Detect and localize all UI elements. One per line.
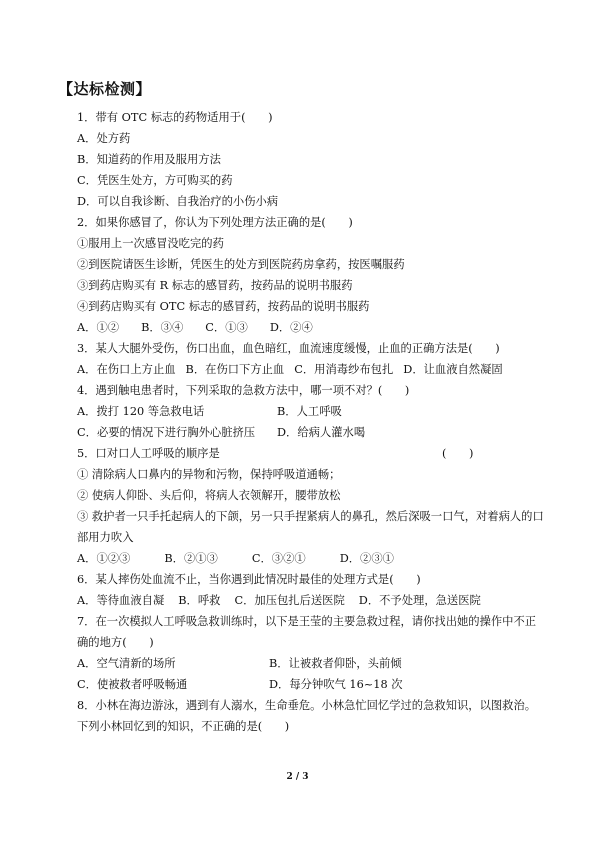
q3-option-c: C．用消毒纱布包扎 [294,363,394,376]
q2-options [77,317,547,338]
q2-item-4: ④到药店购买有 OTC 标志的感冒药，按药品的说明书服药 [77,300,370,313]
question-1-stem: 1．带有 OTC 标志的药物适用于( ) [77,111,273,124]
q3-option-d: D．让血液自然凝固 [403,363,503,376]
q1-option-d: D．可以自我诊断、自我治疗的小伤小病 [77,195,279,208]
q6-options [77,590,547,611]
q7-option-b: B．让被救者仰卧，头前倾 [269,657,402,670]
q4-options-row-2 [77,422,547,443]
q2-item-2: ②到医院请医生诊断，凭医生的处方到医院药房拿药，按医嘱服药 [77,258,405,271]
q1-option-c: C．凭医生处方，方可购买的药 [77,174,233,187]
question-6-stem: 6．某人摔伤处血流不止，当你遇到此情况时最佳的处理方式是( ) [77,573,421,586]
q2-item-3: ③到药店购买有 R 标志的感冒药，按药品的说明书服药 [77,279,353,292]
question-4-stem: 4．遇到触电患者时，下列采取的急救方法中，哪一项不对？( ) [77,384,410,397]
q5-item-1: ① 清除病人口鼻内的异物和污物，保持呼吸道通畅； [77,468,341,481]
q6-option-d: D．不予处理，急送医院 [358,594,481,607]
q2-option-d: D．②④ [269,321,313,334]
q6-option-b: B．呼救 [178,594,221,607]
q5-option-c: C．③②① [251,552,306,565]
q3-options [77,359,547,380]
q7-options-row-1 [77,653,547,674]
q4-option-a: A．拨打 120 等急救电话 [77,405,205,418]
q4-option-d: D．给病人灌水喝 [277,426,366,439]
q2-option-a: A．①② [77,321,120,334]
question-5-stem-row [77,443,547,464]
q7-option-d: D．每分钟吹气 16~18 次 [269,678,403,691]
question-list [77,107,547,737]
question-8-stem: 8．小林在海边游泳，遇到有人溺水，生命垂危。小林急忙回忆学过的急救知识，以图救治。下列小林回忆到的知识，不正确的是( ) [77,699,537,733]
page-number: 2 / 3 [286,772,309,782]
q5-option-d: D．②③① [339,552,394,565]
q4-option-b: B．人工呼吸 [277,405,342,418]
q7-options-row-2 [77,674,547,695]
q7-option-c: C．使被救者呼吸畅通 [77,678,188,691]
question-7-stem: 7．在一次模拟人工呼吸急救训练时，以下是王莹的主要急救过程，请你找出她的操作中不正确的地方( ) [77,615,537,649]
question-5-stem: 5．口对口人工呼吸的顺序是 [77,447,220,460]
q2-option-c: C．①③ [205,321,248,334]
q5-item-3: ③ 救护者一只手托起病人的下颌，另一只手捏紧病人的鼻孔，然后深吸一口气，对着病人的口部用力吹入 [77,510,544,544]
q6-option-c: C．加压包扎后送医院 [234,594,345,607]
question-2-stem: 2．如果你感冒了，你认为下列处理方法正确的是( ) [77,216,353,229]
q5-item-2: ② 使病人仰卧、头后仰，将病人衣领解开，腰带放松 [77,489,341,502]
q5-option-a: A．①②③ [77,552,131,565]
q3-option-b: B．在伤口下方止血 [185,363,285,376]
q4-options-row-1 [77,401,547,422]
q5-options [77,548,547,569]
q2-option-b: B．③④ [141,321,184,334]
q5-answer-paren: ( ) [442,447,474,460]
q5-option-b: B．②①③ [164,552,218,565]
q6-option-a: A．等待血液自凝 [77,594,165,607]
q3-option-a: A．在伤口上方止血 [77,363,176,376]
q1-option-a: A．处方药 [77,132,131,145]
q4-option-c: C．必要的情况下进行胸外心脏挤压 [77,426,256,439]
q2-item-1: ①服用上一次感冒没吃完的药 [77,237,224,250]
q1-option-b: B．知道药的作用及服用方法 [77,153,221,166]
question-3-stem: 3．某人大腿外受伤，伤口出血，血色暗红，血流速度缓慢，止血的正确方法是( ) [77,342,500,355]
q7-option-a: A．空气清新的场所 [77,657,176,670]
section-title: 【达标检测】 [58,80,152,98]
